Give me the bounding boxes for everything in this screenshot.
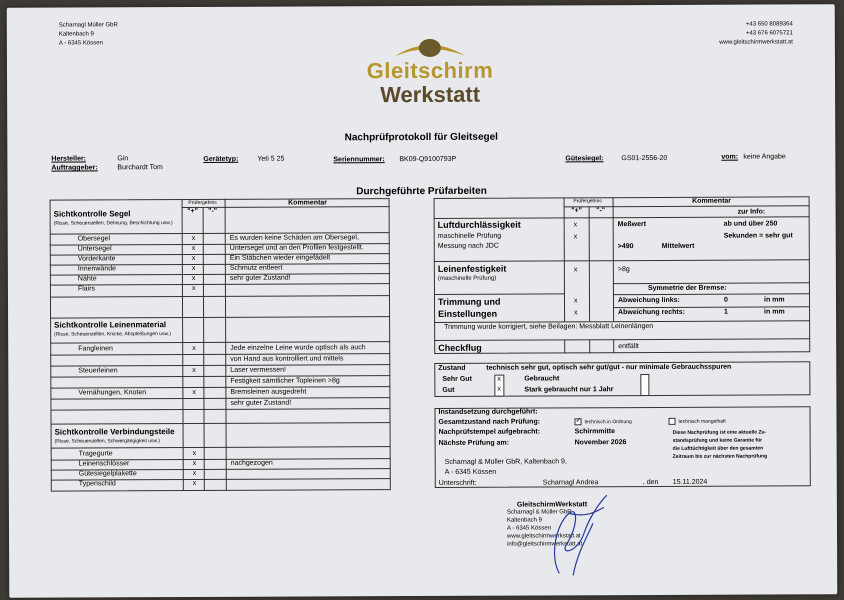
verbindung-row-label: Gütesiegelplakette: [78, 470, 137, 478]
checkflug-label: Checkflug: [438, 342, 482, 353]
unit-mm: in mm: [764, 308, 785, 316]
leinen-title: Sichtkontrolle Leinenmaterial: [54, 320, 167, 330]
instandsetzung-title: Instandsetzung durchgeführt:: [438, 408, 538, 416]
guetesiegel-value: GS01-2556-20: [621, 154, 668, 163]
company-address: [59, 21, 118, 48]
trimmung-mark1: x: [573, 297, 578, 305]
leinen-row-comment: Festigkeit sämtlicher Topleinen >8g: [230, 377, 340, 385]
verbindung-row-mark: x: [192, 469, 197, 478]
seriennummer-value: BK09-Q9100793P: [399, 155, 457, 164]
verbindung-row-mark: x: [192, 479, 197, 488]
stamp-line: Scharnagl & Müller GbR: [506, 509, 572, 516]
hersteller-label: Hersteller:: [51, 155, 87, 163]
segel-row-comment: sehr guter Zustand!: [229, 274, 291, 282]
segel-row-mark: x: [191, 264, 196, 273]
plus-header-right: "+": [571, 207, 582, 215]
luft-sub1: maschinelle Prüfung: [437, 232, 502, 240]
stempel-value: Schirmmitte: [574, 428, 616, 436]
kommentar-header-right: Kommentar: [692, 197, 732, 205]
segel-row-mark: x: [191, 274, 196, 283]
zustand-mark1: x: [497, 375, 501, 383]
segel-row-label: Innenwände: [77, 265, 117, 273]
protocol-sheet: Scharnagl Müller GbR Kaltenbach 9 A - 6345 Kössen +43 650 8089364 +43 676 6075721 www.gleitschirmwerkstatt.at Gleitschirm Werkstatt Nachprüfprotokoll für Gleitsegel Hersteller: Gin Auftraggeber: Burchardt Tom Gerätetyp: Yeti 5 25 Seriennummer: BK09-Q9100793P Gütesiegel: GS01-2556-20 vom: keine Angabe Durchgeführte Prüfarbeiten Prüfergebnis "+" "-" Kommentar Sichtkontrolle Segel (Risse, Scheuerstellen, Dehnung, Beschichtung usw.) Obersegel x Es wurden keine Schäden am Obersegel, Untersegel x Untersegel und an den Profilen festgestellt. Vorderkante x Ein Stäbchen wieder eingefädelt Innenwände x Schmutz entleert Nähte x sehr guter Zustand! Flairs x Sichtkontrolle Leinenmaterial (Risse, Scheuerstellen, Knicke, Abspleißungen usw.) Fangleinen x Jede einzelne Leine wurde optisch als auch von Hand aus kontrolliert und mittels Steuerleinen x Laser vermessen! Festigkeit sämtlicher Topleinen >8g Vernähungen, Knoten x Bremsleinen ausgedreht sehr guter Zustand! Sichtkontrolle Verbindungsteile (Risse, Scheuerstellen, Schwergängigkeit usw.) Tragegurte x Leinenschlösser x nachgezogen Gütesiegelplakette x Typenschild x Prüfergebnis "+" "-" Kommentar zur Info: Luftdurchlässigkeit maschinelle Prüfung Messung nach JDC x x Meßwert >490 Mittelwert ab und über 250 Sekunden = sehr gut Leinenfestigkeit (maschinelle Prüfung) x >8g Symmetrie der Bremse: Trimmung und Einstellungen x x Abweichung links: 0 in mm Abweichung rechts: 1 in mm Trimmung wurde korrigiert, siehe Beilagen: Messblatt Leinenlängen Checkflug entfällt Zustand technisch sehr gut, optisch sehr gut/gut - nur minimale Gebrauchsspuren Sehr Gut Gut x x Gebraucht Stark gebraucht nur 1 Jahr Instandsetzung durchgeführt: Gesamtzustand nach Prüfung: ✓ technisch in Ordnung technisch mangelhaft Nachprüfstempel aufgebracht: Schirmmitte Nächste Prüfung am: November 2026 Scharnagl & Müller GbR, Kaltenbach 9, A - 6345 Kössen Unterschrift: Scharnagl Andrea , den 15.11.2024 Diese Nachprüfung ist eine aktuelle Zu- standsprüfung und keine Garantie für die Lufttüchtigkeit über den gesamten Zeitraum bis zur nächsten Nachprüfung GleitschirmWerkstatt Scharnagl & Müller GbR Kaltenbach 9 A - 6345 Kössen www.gleitschirmwerkstatt.at info@gleitschirmwerkstatt.at: [7, 4, 838, 598]
disclaimer-line: die Lufttüchtigkeit über den gesamten: [672, 445, 764, 452]
pruefergebnis-label: Prüfergebnis: [188, 199, 217, 207]
segel-row-mark: x: [191, 234, 196, 243]
leinenfestigkeit-mark: x: [573, 266, 578, 274]
unit-mm: in mm: [763, 296, 785, 304]
verbindung-row-comment: nachgezogen: [230, 459, 273, 467]
section-title: Durchgeführte Prüfarbeiten: [356, 185, 487, 198]
kommentar-header: Kommentar: [288, 199, 328, 207]
stamp-line: Kaltenbach 9: [506, 517, 543, 524]
stark-gebraucht-label: Stark gebraucht nur 1 Jahr: [524, 386, 614, 394]
gebraucht-checkbox[interactable]: [640, 374, 649, 396]
trimmung-title1: Trimmung und: [437, 296, 501, 307]
trimmung-note: Trimmung wurde korrigiert, siehe Beilagen: Messblatt Leinenlängen: [444, 322, 654, 331]
minus-header-right: "-": [596, 207, 606, 215]
paraglider-logo-icon: [353, 36, 507, 59]
stamp-line: A - 6345 Kössen: [506, 525, 552, 532]
leinen-row-label: Fangleinen: [78, 345, 113, 353]
unterschrift-name: Scharnagl Andrea: [542, 479, 599, 487]
info-line2: Sekunden = sehr gut: [723, 232, 793, 240]
segel-row-comment: Schmutz entleert: [229, 264, 283, 272]
leinen-row-mark: x: [192, 344, 196, 353]
trimmung-mark2: x: [574, 309, 578, 317]
logo-text-gleitschirm: Gleitschirm: [366, 57, 494, 84]
verbindung-row-label: Typenschild: [78, 480, 116, 488]
verbindung-row-label: Leinenschlösser: [78, 460, 130, 468]
abweichung-rechts-label: Abweichung rechts:: [618, 308, 685, 317]
abweichung-links-label: Abweichung links:: [617, 296, 680, 305]
disclaimer-line: Diese Nachprüfung ist eine aktuelle Zu-: [672, 429, 767, 436]
segel-row-label: Vorderkante: [77, 255, 116, 263]
logo-text-werkstatt: Werkstatt: [380, 81, 481, 108]
leinenfestigkeit-sub: (maschinelle Prüfung): [437, 275, 497, 282]
company-logo: [353, 36, 507, 115]
den-label: , den: [642, 478, 659, 487]
guetesiegel-label: Gütesiegel:: [565, 155, 604, 163]
disclaimer-line: Zeitraum bis zur nächsten Nachprüfung: [672, 453, 768, 460]
zur-info-label: zur Info:: [737, 208, 766, 216]
option-ok-label: technisch in Ordnung: [584, 419, 632, 426]
phone-2: +43 676 6075721: [745, 30, 793, 37]
leinen-subtitle: (Risse, Scheuerstellen, Knicke, Abspleißungen usw.): [54, 331, 171, 338]
zustand-text: technisch sehr gut, optisch sehr gut/gut - nur minimale Gebrauchsspuren: [486, 363, 732, 372]
sehr-gut-label: Sehr Gut: [442, 375, 472, 383]
instand-address1: Scharnagl & Müller GbR, Kaltenbach 9,: [444, 458, 567, 466]
phone-1: +43 650 8089364: [745, 21, 793, 28]
mittelwert-label: Mittelwert: [661, 242, 695, 250]
geraetetyp-label: Gerätetyp:: [203, 155, 239, 163]
luft-mark1: x: [573, 221, 578, 229]
signature-date: 15.11.2024: [672, 478, 708, 486]
abweichung-rechts-value: 1: [724, 308, 728, 316]
pruefergebnis-label-right: Prüfergebnis: [573, 198, 602, 205]
gebraucht-label: Gebraucht: [524, 375, 560, 383]
leinenfestigkeit-title: Leinenfestigkeit: [437, 263, 507, 274]
address-line: A - 6345 Kössen: [58, 40, 103, 47]
messwert-value: >490: [617, 243, 634, 251]
plus-header: "+": [187, 207, 198, 216]
segel-row-comment: Es wurden keine Schäden am Obersegel,: [229, 234, 359, 242]
address-line: Kaltenbach 9: [58, 31, 94, 38]
leinen-row-label: Steuerleinen: [78, 367, 118, 375]
segel-row-mark: x: [191, 284, 196, 293]
verbindung-row-mark: x: [192, 459, 197, 468]
segel-row-comment: Untersegel und an den Profilen festgestellt.: [229, 244, 364, 252]
leinen-row-comment: von Hand aus kontrolliert und mittels: [230, 355, 344, 363]
leinen-row-comment: Bremsleinen ausgedreht: [230, 388, 307, 396]
disclaimer-line: standsprüfung und keine Garantie für: [672, 437, 763, 444]
leinen-row-mark: x: [192, 366, 196, 375]
stempel-label: Nachprüfstempel aufgebracht:: [438, 428, 541, 436]
segel-row-label: Obersegel: [77, 235, 111, 243]
verbindung-title: Sichtkontrolle Verbindungsteile: [54, 427, 175, 437]
segel-row-mark: x: [191, 254, 196, 263]
gesamtzustand-label: Gesamtzustand nach Prüfung:: [438, 418, 541, 426]
segel-row-mark: x: [191, 244, 196, 253]
instand-address2: A - 6345 Kössen: [444, 468, 497, 476]
luft-mark2: x: [573, 233, 578, 241]
stamp-line: www.gleitschirmwerkstatt.at: [507, 533, 581, 540]
company-contact: [719, 20, 793, 47]
segel-title: Sichtkontrolle Segel: [53, 209, 131, 219]
disclaimer-note: [673, 428, 768, 460]
segel-row-label: Nähte: [77, 275, 97, 283]
trimmung-title2: Einstellungen: [438, 308, 498, 319]
naechste-pruefung-value: November 2026: [574, 439, 627, 447]
option-mangelhaft-label: technisch mangelhaft: [678, 418, 726, 425]
vom-value: keine Angabe: [743, 153, 786, 161]
vom-label: vom:: [721, 153, 739, 161]
leinenfestigkeit-value: >8g: [617, 266, 630, 274]
zustand-label: Zustand: [438, 364, 466, 372]
unterschrift-label: Unterschrift:: [438, 479, 477, 487]
verbindung-row-label: Tragegurte: [78, 450, 113, 458]
document-title: Nachprüfprotokoll für Gleitsegel: [344, 131, 498, 144]
auftraggeber-value: Burchardt Tom: [117, 164, 163, 172]
handwritten-signature-icon: [529, 483, 619, 583]
seriennummer-label: Seriennummer:: [333, 156, 385, 164]
auftraggeber-label: Auftraggeber:: [51, 164, 98, 172]
segel-row-comment: Ein Stäbchen wieder eingefädelt: [229, 254, 331, 262]
verbindung-subtitle: (Risse, Scheuerstellen, Schwergängigkeit usw.): [54, 438, 160, 445]
website: www.gleitschirmwerkstatt.at: [719, 39, 793, 46]
gut-label: Gut: [442, 386, 455, 394]
stamp-logo: GleitschirmWerkstatt: [516, 501, 588, 509]
minus-header: "-": [208, 207, 218, 215]
leinen-row-comment: sehr guter Zustand!: [230, 399, 292, 407]
symmetrie-label: Symmetrie der Bremse:: [647, 284, 727, 293]
leinen-row-label: Vernähungen, Knoten: [78, 389, 147, 397]
zustand-mark2: x: [497, 385, 501, 393]
info-line1: ab und über 250: [723, 220, 778, 228]
messwert-label: Meßwert: [617, 221, 647, 229]
leinen-row-comment: Laser vermessen!: [230, 366, 286, 374]
checkflug-value: entfällt: [618, 343, 639, 351]
address-line: Scharnagl Müller GbR: [58, 22, 118, 29]
segel-row-label: Untersegel: [77, 245, 112, 253]
abweichung-links-value: 0: [723, 296, 728, 304]
verbindung-row-mark: x: [192, 449, 197, 458]
luft-sub2: Messung nach JDC: [437, 242, 499, 250]
leinen-row-mark: x: [192, 388, 196, 397]
luftdurchlaessigkeit-title: Luftdurchlässigkeit: [437, 219, 521, 230]
leinen-row-comment: Jede einzelne Leine wurde optisch als auch: [230, 344, 366, 352]
mangelhaft-checkbox[interactable]: [669, 418, 676, 425]
naechste-pruefung-label: Nächste Prüfung am:: [438, 439, 510, 447]
hersteller-value: Gin: [117, 155, 129, 163]
geraetetyp-value: Yeti 5 25: [257, 155, 285, 163]
segel-row-label: Flairs: [77, 285, 96, 293]
stamp-line: info@gleitschirmwerkstatt.at: [507, 541, 583, 548]
segel-subtitle: (Risse, Scheuerstellen, Dehnung, Beschichtung usw.): [53, 220, 173, 227]
